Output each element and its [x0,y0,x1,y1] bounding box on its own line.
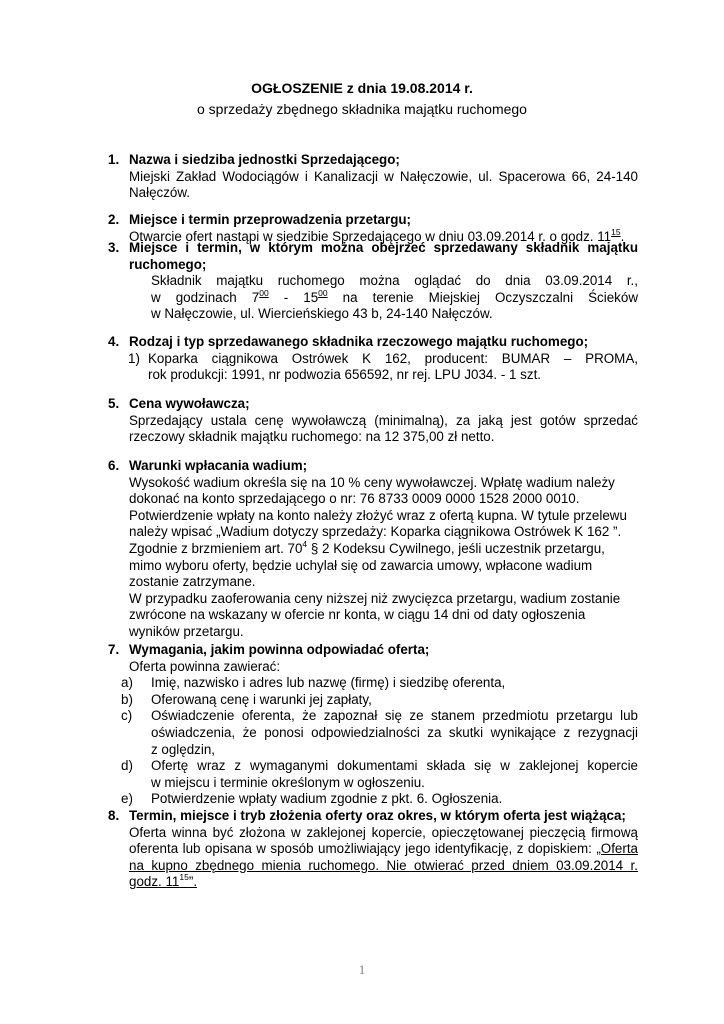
section-6-line: Zgodnie z brzmieniem art. $70^4$ § 2 Kodeksu Cywilnego, jeśli uczestnik przetargu, [129,538,605,556]
section-6-line: zwrócone na wskazany w ofercie nr konta, w ciągu 14 dni od daty ogłoszenia [129,607,586,623]
page-number: 1 [358,962,366,977]
section-4-heading: 4. Rodzaj i typ sprzedawanego składnika rzeczowego majątku ruchomego; [108,334,589,349]
list-item: c) Oświadczenie oferenta, że zapoznał się ze stanem przedmiotu przetargu lub oświadczenia, że ponosi odpowiedzialności za skutki wynikające z rezygnacji z oględzin, [121,708,638,757]
section-5 [108,396,638,446]
section-8 [108,808,638,891]
list-item: b) Oferowaną cenę i warunki jej zapłaty, [121,691,372,707]
section-6-heading: 6. Warunki wpłacania wadium; [108,458,308,473]
announcement-title: OGŁOSZENIE z dnia 19.08.2014 r. [251,80,473,96]
section-6-line: wyników przetargu. [129,623,244,639]
section-3-line: Składnik majątku ruchomego można oglądać do dnia 03.09.2014 r., [151,273,638,289]
section-3 [108,240,638,323]
section-2-line: Otwarcie ofert nastąpi w siedzibie Sprzedającego w dniu 03.09.2014 r. o godz. $11^{15}$. [129,226,625,244]
section-6-line: zostanie zatrzymane. [129,574,256,590]
section-7 [108,642,638,808]
section-7-heading: 7. Wymagania, jakim powinna odpowiadać oferta; [108,642,430,657]
section-6-line: W przypadku zaoferowania ceny niższej niż zwycięzca przetargu, wadium zostanie [129,590,621,606]
section-4 [108,334,638,384]
section-1-line: Nałęczów. [129,185,191,201]
section-8-line: na kupno zbędnego mienia ruchomego. Nie otwierać przed dniem 03.09.2014 r. [129,857,638,873]
section-3-heading-cont: ruchomego; [129,256,207,272]
section-8-line: oferenta lub opisana w sposób umożliwiający jego identyfikację, z dopiskiem: „Oferta [129,841,638,857]
section-1 [108,152,638,202]
list-item: a) Imię, nazwisko i adres lub nazwę (firmę) i siedzibę oferenta, [121,675,506,691]
section-8-line: Oferta winna być złożona w zaklejonej kopercie, opieczętowanej pieczęcią firmową [129,824,638,840]
section-6-line: Potwierdzenie wpłaty na konto należy złożyć wraz z ofertą kupna. W tytule przelewu [129,507,627,523]
section-5-line: Sprzedający ustala cenę wywoławczą (minimalną), za jaką jest gotów sprzedać [129,412,638,428]
section-6-line: Wysokość wadium określa się na 10 % ceny wywoławczej. Wpłatę wadium należy [129,474,615,490]
section-6-line: należy wpisać „Wadium dotyczy sprzedaży: Koparka ciągnikowa Ostrówek K 162 ”. [129,524,622,540]
section-4-item: 1) Koparka ciągnikowa Ostrówek K 162, producent: BUMAR – PROMA, [128,350,638,366]
section-8-line: godz. $11^{15}$”. [129,872,198,890]
section-5-heading: 5. Cena wywoławcza; [108,396,250,411]
section-3-line: w godzinach $7^{00} - 15^{00}$ na terenie Miejskiej Oczyszczalni Ścieków [151,287,638,305]
section-5-line: rzeczowy składnik majątku ruchomego: na 12 375,00 zł netto. [129,429,495,445]
section-8-heading: 8. Termin, miejsce i tryb złożenia oferty oraz okres, w którym oferta jest wiążąca; [108,808,626,823]
section-1-line: Miejski Zakład Wodociągów i Kanalizacji w Nałęczowie, ul. Spacerowa 66, 24-140 [129,168,638,184]
list-item: d) Ofertę wraz z wymaganymi dokumentami składa się w zaklejonej kopercie w miejscu i terminie określonym w ogłoszeniu. [121,758,638,790]
section-3-line: w Nałęczowie, ul. Wiercieńskiego 43 b, 24-140 Nałęczów. [151,306,493,322]
section-6-line: dokonać na konto sprzedającego o nr: 76 8733 0009 0000 1528 2000 0010. [129,491,580,507]
section-2-heading: 2. Miejsce i termin przeprowadzenia przetargu; [108,212,412,227]
section-7-intro: Oferta powinna zawierać: [129,658,281,674]
section-4-line: rok produkcji: 1991, nr podwozia 656592, nr rej. LPU J034. - 1 szt. [148,367,542,383]
section-6-line: mimo wyboru oferty, będzie uchylał się od zawarcia umowy, wpłacone wadium [129,557,593,573]
section-1-heading: 1. Nazwa i siedziba jednostki Sprzedającego; [108,152,400,167]
announcement-subtitle: o sprzedaży zbędnego składnika majątku ruchomego [197,101,527,117]
section-3-heading: 3. Miejsce i termin, w którym można obejrzeć sprzedawany składnik majątku [108,240,638,255]
list-item: e) Potwierdzenie wpłaty wadium zgodnie z pkt. 6. Ogłoszenia. [121,791,503,807]
section-6 [108,458,638,641]
